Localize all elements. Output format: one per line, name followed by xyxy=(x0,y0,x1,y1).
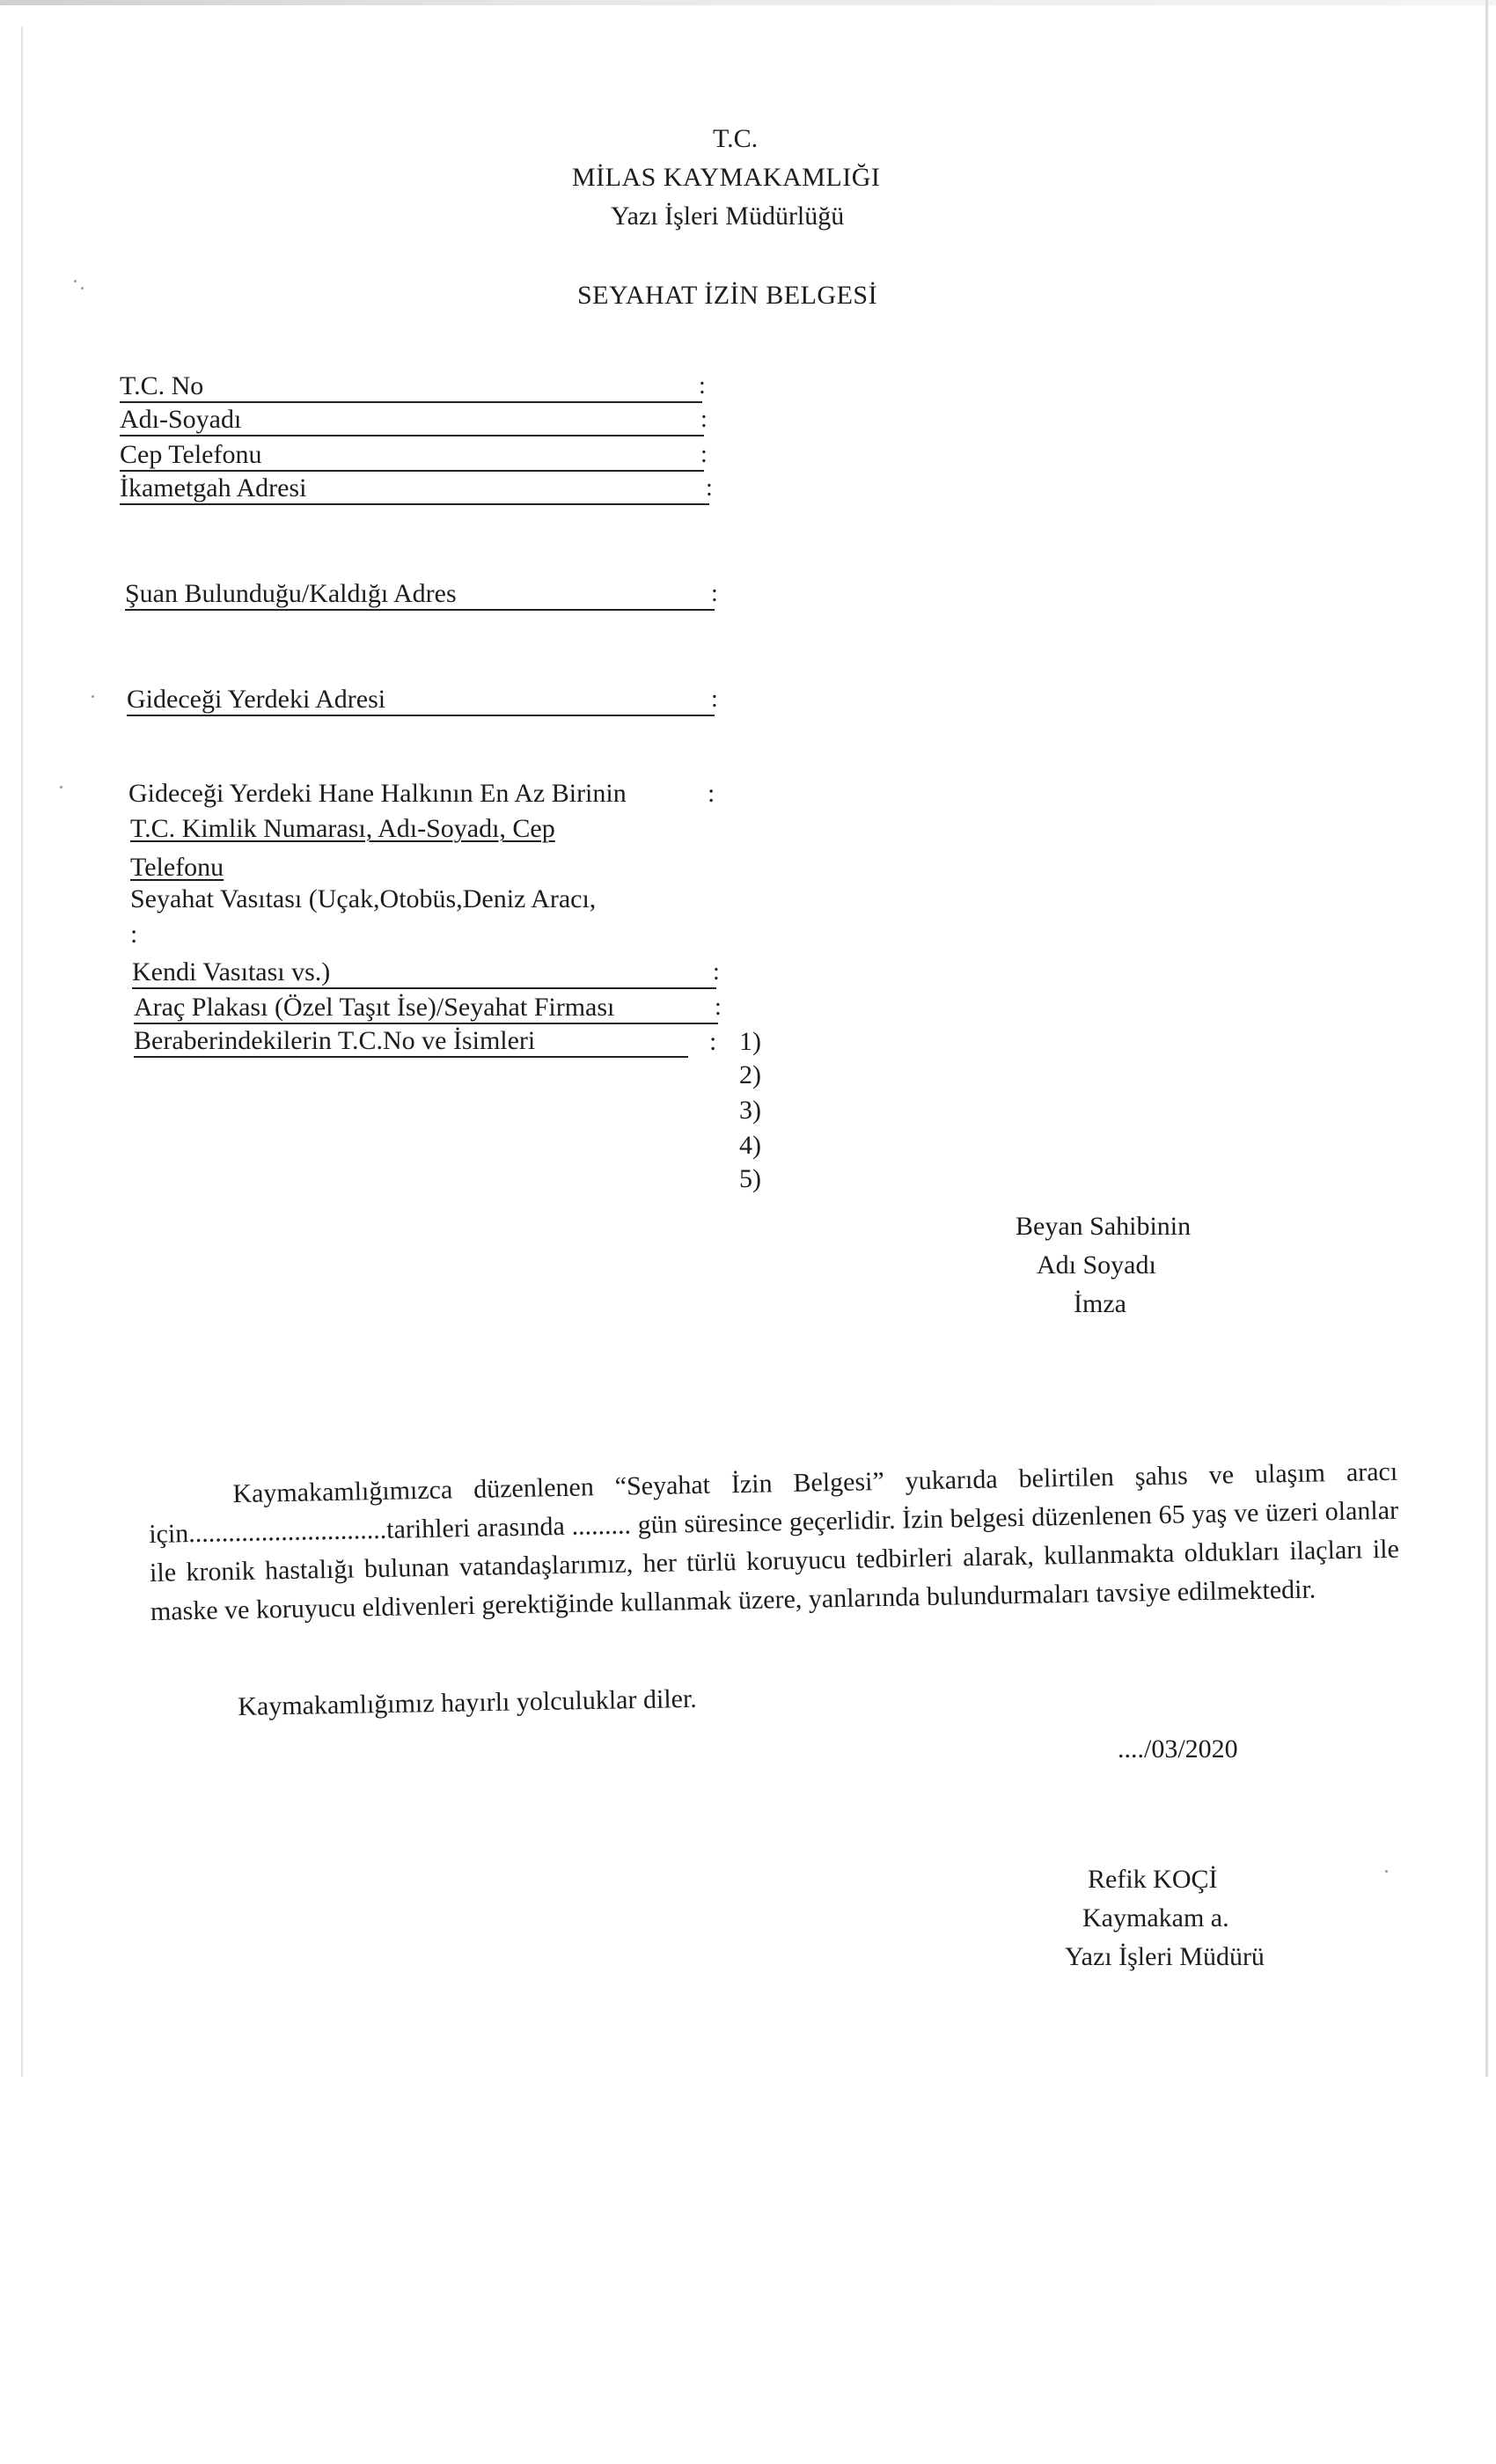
field-colon: : xyxy=(706,474,713,502)
fill-line xyxy=(120,503,709,505)
scan-speck xyxy=(1385,1870,1388,1873)
fill-line xyxy=(120,435,704,436)
signatory-name: Refik KOÇİ xyxy=(1088,1865,1218,1894)
body-text: Kaymakamlığımızca düzenlenen “Seyahat İzin Belgesi” yukarıda belirtilen şahıs ve ulaşım aracı için..............................tarihleri arasında ......... gün süresince geçerlidir. İzin belgesi düzenlenen 65 yaş ve üzeri olanlar ile kronik hastalığı bulunan vatandaşlarımız, her türlü koruyucu tedbirleri alarak, kullanmakta oldukları ilaçları ile maske ve koruyucu eldivenleri gerektiğinde kullanmak üzere, yanlarında bulundurmaları tavsiye edilmektedir. xyxy=(148,1456,1400,1626)
field-destination-address xyxy=(127,683,722,715)
field-colon: : xyxy=(708,779,715,808)
field-household-label: Telefonu xyxy=(130,853,224,882)
field-plate xyxy=(134,991,729,1023)
fill-line xyxy=(134,1056,688,1058)
body-paragraph xyxy=(148,1453,1400,1632)
issue-date: ..../03/2020 xyxy=(1118,1734,1238,1764)
scan-speck xyxy=(60,786,62,788)
paragraph-indent xyxy=(149,1502,233,1504)
field-label: Araç Plakası (Özel Taşıt İse)/Seyahat Firması xyxy=(134,993,615,1022)
field-phone xyxy=(120,438,709,470)
companion-number: 3) xyxy=(739,1096,761,1125)
header-line-1: T.C. xyxy=(713,124,759,153)
field-colon: : xyxy=(713,958,720,986)
fill-line xyxy=(125,609,715,611)
field-tc-no xyxy=(120,370,709,401)
field-colon: : xyxy=(711,580,718,607)
field-colon: : xyxy=(700,441,708,468)
field-colon: : xyxy=(700,406,708,433)
header-line-3: Yazı İşleri Müdürlüğü xyxy=(611,202,845,231)
closing-wish: Kaymakamlığımız hayırlı yolculuklar diler. xyxy=(238,1683,698,1721)
field-colon: : xyxy=(709,1027,717,1056)
field-name xyxy=(120,403,709,435)
signatory-role: Kaymakam a. xyxy=(1082,1903,1229,1932)
header-line-2: MİLAS KAYMAKAMLIĞI xyxy=(572,163,881,192)
field-label: İkametgah Adresi xyxy=(120,473,307,502)
field-colon: : xyxy=(715,994,722,1021)
field-colon: : xyxy=(699,372,706,400)
declarant-line: Beyan Sahibinin xyxy=(1016,1212,1192,1241)
field-colon: : xyxy=(711,686,718,713)
field-vehicle xyxy=(132,956,727,987)
field-companions xyxy=(134,1024,688,1056)
declarant-line: İmza xyxy=(1074,1289,1126,1318)
scan-edge xyxy=(1485,0,1488,2077)
companion-number: 2) xyxy=(739,1060,761,1089)
field-label: Adı-Soyadı xyxy=(120,405,242,434)
fill-line xyxy=(127,715,715,716)
scan-speck xyxy=(92,695,94,698)
fill-line xyxy=(132,987,716,989)
scan-edge xyxy=(0,0,1496,5)
field-label: Kendi Vasıtası vs.) xyxy=(132,957,331,986)
field-label: Beraberindekilerin T.C.No ve İsimleri xyxy=(134,1026,536,1055)
field-current-address xyxy=(125,577,720,609)
field-label: Cep Telefonu xyxy=(120,440,262,469)
scan-edge xyxy=(21,26,23,2077)
companion-number: 1) xyxy=(739,1027,761,1056)
field-household-label: T.C. Kimlik Numarası, Adı-Soyadı, Cep xyxy=(130,814,555,843)
field-residence xyxy=(120,472,715,503)
scan-speck xyxy=(81,287,84,290)
field-label: Şuan Bulunduğu/Kaldığı Adres xyxy=(125,579,457,608)
field-label: Gideceği Yerdeki Adresi xyxy=(127,685,386,714)
field-label: T.C. No xyxy=(120,371,204,400)
field-vehicle-label: Seyahat Vasıtası (Uçak,Otobüs,Deniz Aracı, xyxy=(130,884,597,913)
field-colon: : xyxy=(130,920,138,949)
companion-number: 5) xyxy=(739,1164,761,1193)
document-title: SEYAHAT İZİN BELGESİ xyxy=(577,281,878,310)
signatory-title: Yazı İşleri Müdürü xyxy=(1065,1942,1265,1971)
field-household-label: Gideceği Yerdeki Hane Halkının En Az Birinin xyxy=(128,779,627,808)
scan-speck xyxy=(74,280,77,282)
companion-number: 4) xyxy=(739,1131,761,1160)
declarant-line: Adı Soyadı xyxy=(1037,1250,1156,1280)
